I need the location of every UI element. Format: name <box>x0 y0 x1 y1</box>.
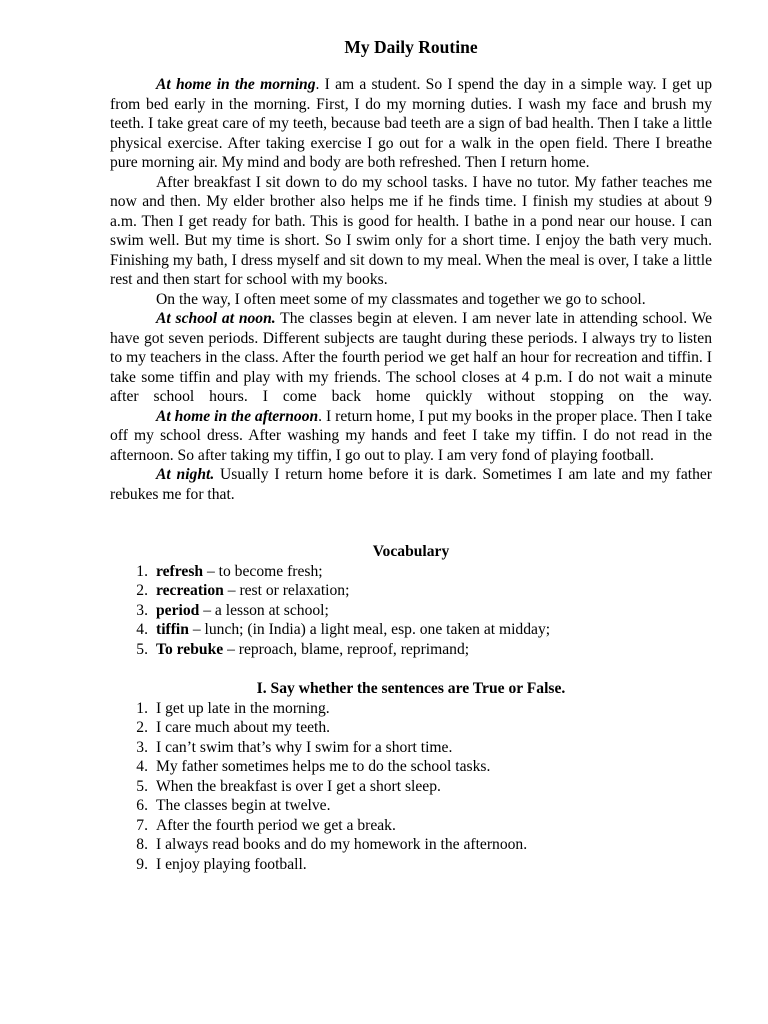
vocabulary-item <box>110 640 712 660</box>
exercise-item <box>110 777 712 797</box>
item-number: 3. <box>136 601 148 619</box>
vocabulary-term: To rebuke <box>156 640 224 658</box>
document-title: My Daily Routine <box>344 37 478 57</box>
vocabulary-definition: – rest or relaxation; <box>223 582 350 599</box>
paragraph-text: Usually I return home before it is dark. Sometimes I am late and my father rebukes me for that. <box>110 466 712 503</box>
vocabulary-list <box>110 562 712 660</box>
item-number: 4. <box>136 621 148 638</box>
paragraph-text: On the way, I often meet some of my classmates and together we go to school. <box>156 290 646 308</box>
exercise-item <box>110 699 712 719</box>
item-number: 5. <box>136 777 148 795</box>
exercise-list <box>110 699 712 875</box>
item-number: 8. <box>136 836 148 853</box>
exercise-text: I enjoy playing football. <box>156 855 307 873</box>
vocabulary-item <box>110 562 712 582</box>
paragraph-night <box>110 465 712 504</box>
exercise-text: I can’t swim that’s why I swim for a short time. <box>156 738 453 756</box>
paragraph-way <box>110 290 712 310</box>
vocabulary-item <box>110 601 712 621</box>
paragraph-school <box>110 309 712 407</box>
item-number: 1. <box>136 699 148 717</box>
exercise-heading: I. Say whether the sentences are True or False. <box>256 680 566 697</box>
paragraph-lead: At home in the afternoon <box>156 407 319 425</box>
exercise-text: I always read books and do my homework in the afternoon. <box>156 836 528 853</box>
vocabulary-item <box>110 620 712 640</box>
exercise-item <box>110 835 712 855</box>
paragraph-lead: At home in the morning <box>156 76 316 93</box>
item-number: 1. <box>136 562 148 580</box>
vocabulary-definition: – to become fresh; <box>203 562 323 580</box>
vocabulary-term: refresh <box>156 562 204 580</box>
paragraph-lead: At school at noon. <box>156 310 276 327</box>
vocabulary-heading: Vocabulary <box>372 543 450 560</box>
exercise-text: My father sometimes helps me to do the school tasks. <box>156 758 491 775</box>
vocabulary-definition: – reproach, blame, reproof, reprimand; <box>223 640 470 658</box>
vocabulary-term: recreation <box>156 582 224 599</box>
paragraph-afternoon <box>110 407 712 466</box>
paragraph-breakfast <box>110 173 712 290</box>
exercise-text: The classes begin at twelve. <box>156 797 331 814</box>
vocabulary-term: tiffin <box>156 621 189 638</box>
exercise-text: After the fourth period we get a break. <box>156 816 396 834</box>
vocabulary-definition: – lunch; (in India) a light meal, esp. one taken at midday; <box>188 621 551 638</box>
item-number: 9. <box>136 855 148 873</box>
exercise-item <box>110 718 712 738</box>
exercise-item <box>110 757 712 777</box>
item-number: 6. <box>136 797 148 814</box>
exercise-item <box>110 796 712 816</box>
paragraph-text: . I am a student. So I spend the day in a simple way. I get up from bed early in the morning. First, I do my morning duties. I wash my face and brush my teeth. I take great care of my teeth, because bad teeth are a sign of bad health. Then I take a little physical exercise. After taking exercise I go out for a walk in the open field. There I breathe pure morning air. My mind and body are both refreshed. Then I return home. <box>110 76 713 171</box>
item-number: 4. <box>136 758 148 775</box>
exercise-text: When the breakfast is over I get a short sleep. <box>156 777 441 795</box>
exercise-item <box>110 738 712 758</box>
paragraph-text: . I return home, I put my books in the proper place. Then I take off my school dress. After washing my hands and feet I take my tiffin. I do not read in the afternoon. So after taking my tiffin, I go out to play. I am very fond of playing football. <box>110 407 712 464</box>
vocabulary-definition: – a lesson at school; <box>199 601 329 619</box>
exercise-text: I get up late in the morning. <box>156 699 330 717</box>
item-number: 5. <box>136 640 148 658</box>
document-page <box>110 36 712 874</box>
paragraph-text: The classes begin at eleven. I am never late in attending school. We have got seven periods. Different subjects are taught during these periods. I always try to listen to my teachers in the class. After the fourth period we get half an hour for recreation and tiffin. I take some tiffin and play with my friends. The school closes at 4 p.m. I do not wait a minute after school hours. I come back home quickly without stopping on the way. <box>110 310 712 405</box>
item-number: 3. <box>136 738 148 756</box>
paragraph-lead: At night. <box>156 466 215 483</box>
item-number: 2. <box>136 582 148 599</box>
exercise-text: I care much about my teeth. <box>156 719 331 736</box>
vocabulary-term: period <box>156 601 200 619</box>
paragraph-text: After breakfast I sit down to do my school tasks. I have no tutor. My father teaches me now and then. My elder brother also helps me if he finds time. I finish my studies at about 9 a.m. Then I get ready for bath. This is good for health. I bathe in a pond near our house. I can swim well. But my time is short. So I swim only for a short time. I enjoy the bath very much. Finishing my bath, I dress myself and sit down to my meal. When the meal is over, I take a little rest and then start for school with my books. <box>110 173 712 288</box>
item-number: 7. <box>136 816 148 834</box>
item-number: 2. <box>136 719 148 736</box>
exercise-item <box>110 816 712 836</box>
paragraph-morning <box>110 75 712 173</box>
exercise-item <box>110 855 712 875</box>
vocabulary-item <box>110 581 712 601</box>
